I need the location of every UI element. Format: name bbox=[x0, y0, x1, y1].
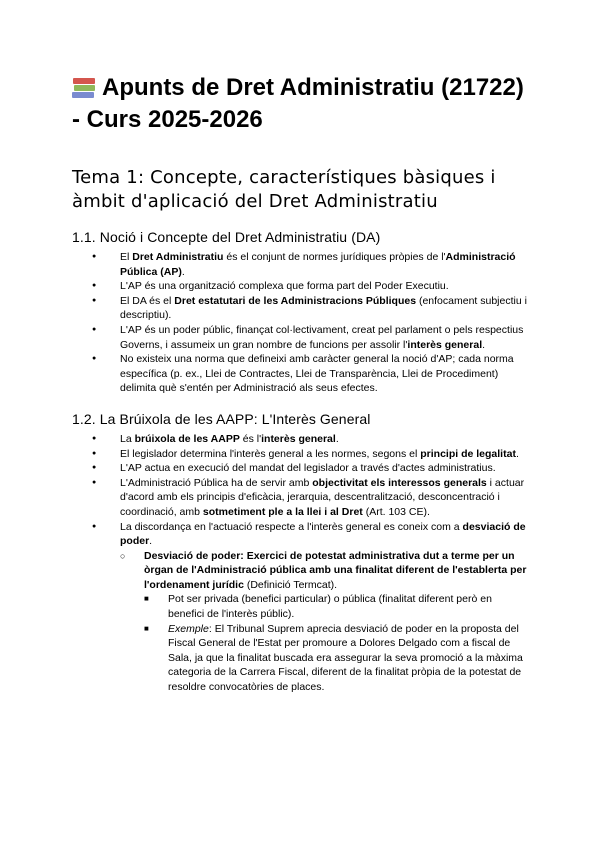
list-item: ● El DA és el Dret estatutari de les Administracions Públiques (enfocament subjectiu i descriptiu). bbox=[72, 294, 528, 323]
bullet-list bbox=[72, 250, 528, 396]
list-item: ● L'AP és una organització complexa que forma part del Poder Executiu. bbox=[72, 279, 528, 294]
books-icon bbox=[72, 76, 96, 98]
section-heading: 1.2. La Brúixola de les AAPP: L'Interès General bbox=[72, 410, 371, 427]
bullet-list bbox=[72, 432, 528, 695]
list-item: ● El legislador determina l'interès general a les normes, segons el principi de legalitat. bbox=[72, 447, 528, 462]
sub-sub-list bbox=[144, 592, 528, 694]
sub-sub-list-item: ■ Pot ser privada (benefici particular) o pública (finalitat diferent però en benefici de l'interès públic). bbox=[144, 592, 528, 621]
tema-heading: Tema 1: Concepte, característiques bàsiques i àmbit d'aplicació del Dret Administratiu bbox=[72, 167, 496, 212]
sub-list bbox=[120, 549, 528, 695]
document-title-text: Apunts de Dret Administratiu (21722) - Curs 2025-2026 bbox=[72, 74, 524, 133]
sub-sub-list-item: ■ Exemple: El Tribunal Suprem aprecia desviació de poder en la proposta del Fiscal General de l'Estat per promoure a Dolores Delgado com a fiscal de Sala, ja que la finalitat buscada era assegurar la seva promoció a la màxima categoria de la Carrera Fiscal, diferent de la finalitat pròpia de la potestat de resoldre convocatòries de places. bbox=[144, 622, 528, 695]
sub-list-item: ○ Desviació de poder: Exercici de potestat administrativa dut a terme per un òrgan de l'Administració pública amb una finalitat diferent de l'establerta per l'ordenament jurídic (Definició Termcat). ■ Pot ser privada (benefici particular) o pública (finalitat diferent però en benefici de l'interès públic). ■ Exemple: El Tribunal Suprem aprecia desviació de poder en la proposta del Fiscal General de l'Estat per promoure a Dolores Delgado com a fiscal de Sala, ja que la finalitat buscada era assegurar la seva promoció a la màxima categoria de la Carrera Fiscal, diferent de la finalitat pròpia de la potestat de resoldre convocatòries de places. bbox=[120, 549, 528, 695]
list-item: ● L'AP actua en execució del mandat del legislador a través d'actes administratius. bbox=[72, 461, 528, 476]
document-title bbox=[72, 72, 528, 136]
list-item: ● L'AP és un poder públic, finançat col·lectivament, creat pel parlament o pels respectius Governs, i assumeix un gran nombre de funcions per assolir l'interès general. bbox=[72, 323, 528, 352]
list-item: ● La discordança en l'actuació respecte a l'interès general es coneix com a desviació de poder. ○ Desviació de poder: Exercici de potestat administrativa dut a terme per un òrgan de l'Administració pública amb una finalitat diferent de l'establerta per l'ordenament jurídic (Definició Termcat). ■ Pot ser privada (benefici particular) o pública (finalitat diferent però en benefici de l'interès públic). ■ Exemple: El Tribunal Suprem aprecia desviació de poder en la proposta del Fiscal General de l'Estat per promoure a Dolores Delgado com a fiscal de Sala, ja que la finalitat buscada era assegurar la seva promoció a la màxima categoria de la Carrera Fiscal, diferent de la finalitat pròpia de la potestat de resoldre convocatòries de places. bbox=[72, 520, 528, 695]
list-item: ● No existeix una norma que defineixi amb caràcter general la noció d'AP; cada norma específica (p. ex., Llei de Contractes, Llei de Transparència, Llei de Procediment) delimita què s'entén per Administració als seus efectes. bbox=[72, 352, 528, 396]
list-item: ● L'Administració Pública ha de servir amb objectivitat els interessos generals i actuar d'acord amb els principis d'eficàcia, jerarquia, descentralització, desconcentració i coordinació, amb sotmetiment ple a la llei i al Dret (Art. 103 CE). bbox=[72, 476, 528, 520]
list-item: ● La brúixola de les AAPP és l'interès general. bbox=[72, 432, 528, 447]
list-item: ● El Dret Administratiu és el conjunt de normes jurídiques pròpies de l'Administració Pública (AP). bbox=[72, 250, 528, 279]
section-heading: 1.1. Noció i Concepte del Dret Administratiu (DA) bbox=[72, 229, 381, 245]
